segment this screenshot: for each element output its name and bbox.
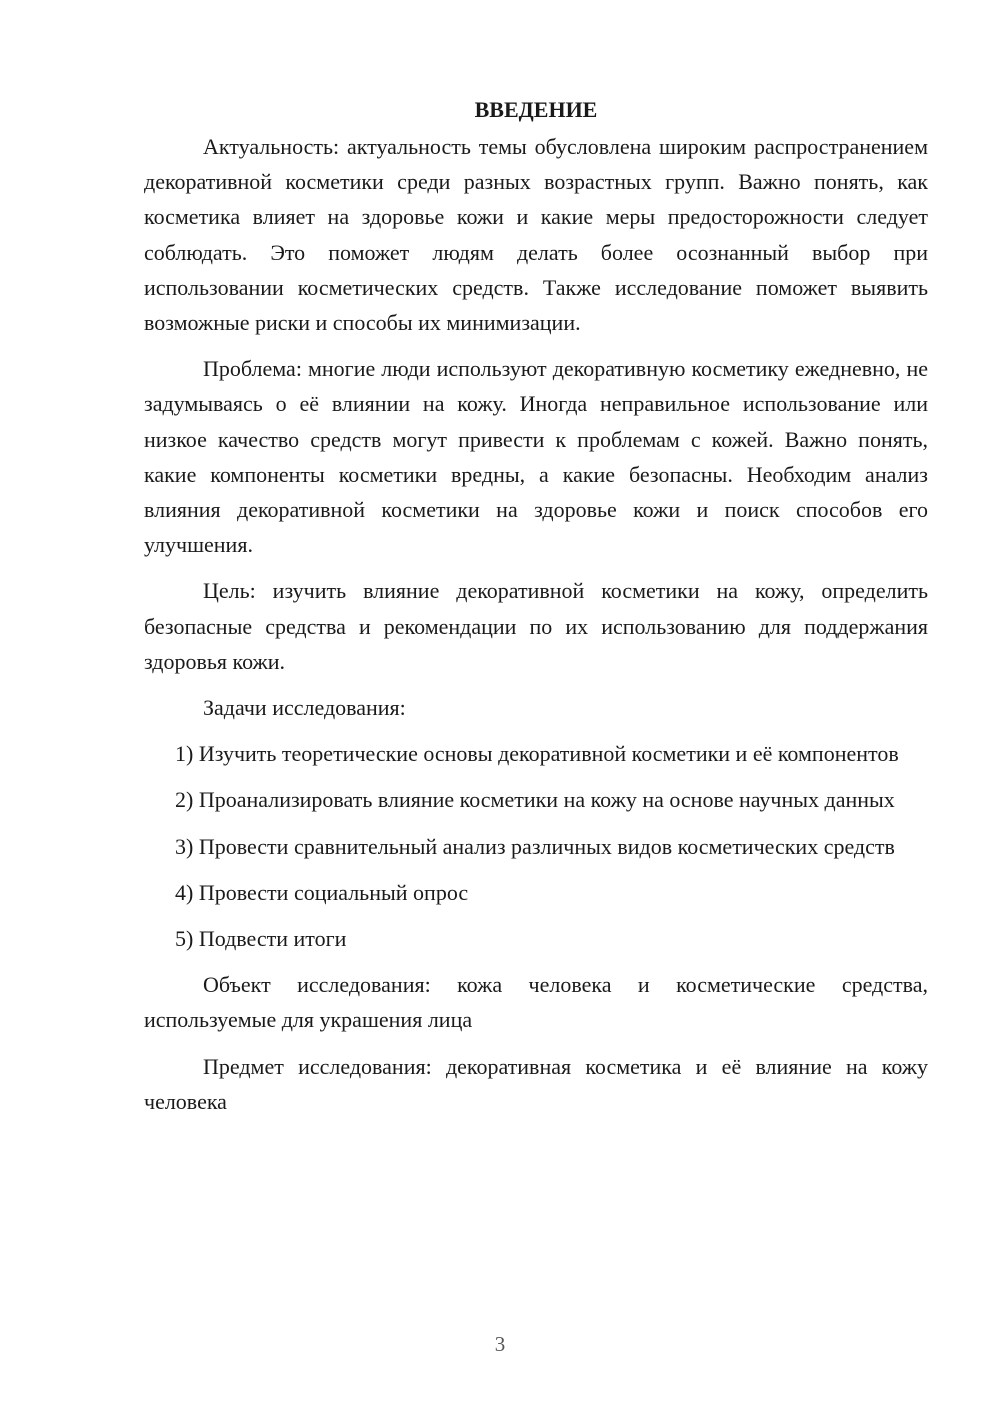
task-item-5: 5) Подвести итоги (175, 926, 347, 952)
object-paragraph: Объект исследования: кожа человека и косметические средства, используемые для украшения лица (144, 972, 928, 1033)
task-item-3: 3) Провести сравнительный анализ различных видов косметических средств (175, 833, 895, 859)
tasks-heading: Задачи исследования: (203, 695, 406, 721)
problem-paragraph: Проблема: многие люди используют декоративную косметику ежедневно, не задумываясь о её влиянии на кожу. Иногда неправильное использование или низкое качество средств могут привести к проблемам с кожей. Важно понять, какие компоненты косметики вредны, а какие безопасны. Необходим анализ влияния декоративной косметики на здоровье кожи и поиск способов его улучшения. (144, 356, 928, 558)
goal-paragraph: Цель: изучить влияние декоративной косметики на кожу, определить безопасные средства и рекомендации по их использованию для поддержания здоровья кожи. (144, 578, 928, 674)
tasks-list (144, 736, 928, 956)
page-title: ВВЕДЕНИЕ (474, 97, 598, 122)
document-page (144, 92, 928, 1130)
relevance-paragraph: Актуальность: актуальность темы обусловлена широким распространением декоративной косметики среди разных возрастных групп. Важно понять, как косметика влияет на здоровье кожи и какие меры предосторожности следует соблюдать. Это поможет людям делать более осознанный выбор при использовании косметических средств. Также исследование поможет выявить возможные риски и способы их минимизации. (144, 134, 928, 336)
task-item-4: 4) Провести социальный опрос (175, 879, 469, 905)
subject-paragraph: Предмет исследования: декоративная косметика и её влияние на кожу человека (144, 1053, 928, 1114)
page-number: 3 (494, 1332, 506, 1356)
task-item-2: 2) Проанализировать влияние косметики на кожу на основе научных данных (175, 787, 895, 813)
task-item-1: 1) Изучить теоретические основы декоративной косметики и её компонентов (175, 741, 899, 767)
